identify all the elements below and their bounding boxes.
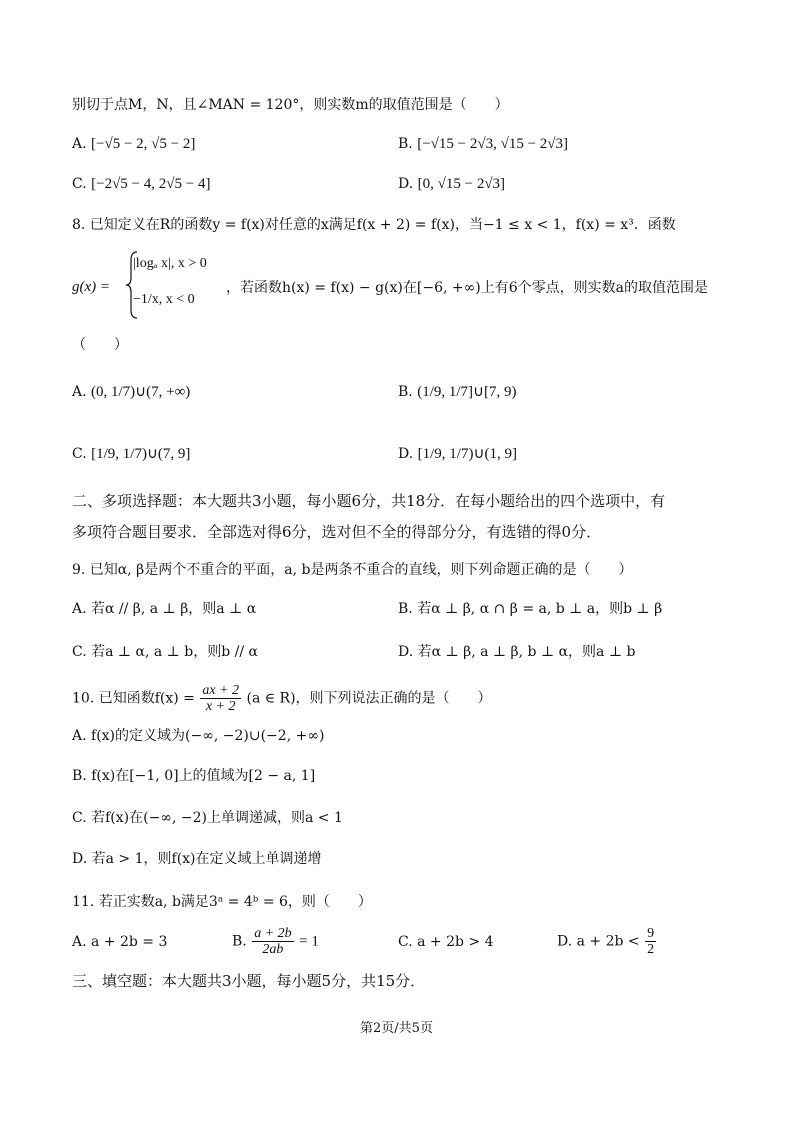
q9-option-a: A. 若α // β, a ⊥ β，则a ⊥ α (72, 601, 257, 617)
page-footer: 第2页/共5页 (360, 1021, 433, 1036)
q10-stem: 10. 已知函数f(x) = $\frac{ax + 2}{x + 2}$ (a ∈ R)，则下列说法正确的是（ ） (72, 683, 492, 714)
q10-fraction: $\frac{ax + 2}{x + 2}$ (202, 683, 240, 714)
section-2-heading-line-1: 二、多项选择题：本大题共3小题，每小题6分，共18分．在每小题给出的四个选项中，有 (72, 492, 666, 510)
q7-option-b: B. [−√15 − 2√3, √15 − 2√3] (398, 136, 569, 152)
q8-stem-tail: ，若函数h(x) = f(x) − g(x)在[−6, +∞)上有6个零点，则实数a的取值范围是 (226, 280, 708, 296)
q7-option-d: D. [0, √15 − 2√3] (398, 176, 506, 192)
q8-option-a-value: (0, 1/7)∪(7, +∞) (91, 384, 191, 400)
q8-piece-1: |logₐ x|, x > 0 (133, 256, 207, 271)
q10-option-c: C. 若f(x)在(−∞, −2)上单调递减，则a < 1 (72, 810, 343, 826)
q9-option-d: D. 若α ⊥ β, a ⊥ β, b ⊥ α，则a ⊥ b (398, 644, 636, 660)
q7-option-d-value: [0, √15 − 2√3] (417, 176, 506, 192)
q8-stem: 8. 已知定义在R的函数y = f(x)对任意的x满足f(x + 2) = f(x)，当−1 ≤ x < 1，f(x) = x³．函数 (72, 217, 676, 233)
q11-option-b: B. $\frac{a + 2b}{2ab}$ = 1 (232, 926, 319, 957)
section-3-heading: 三、填空题：本大题共3小题，每小题5分，共15分． (72, 972, 426, 990)
q11-stem: 11. 若正实数a, b满足3ᵃ = 4ᵇ = 6，则（ ） (72, 894, 372, 910)
q11-option-b-fraction: $\frac{a + 2b}{2ab}$ (254, 926, 292, 957)
q11-option-a: A. a + 2b = 3 (72, 934, 168, 950)
q7-option-a: A. [−√5 − 2, √5 − 2] (72, 136, 196, 152)
q8-option-d: D. [1/9, 1/7)∪(1, 9] (398, 446, 517, 462)
q8-option-c-value: [1/9, 1/7)∪(7, 9] (91, 446, 191, 462)
section-2-heading-line-2: 多项符合题目要求．全部选对得6分，选对但不全的得部分分，有选错的得0分． (72, 523, 602, 541)
q8-option-b: B. (1/9, 1/7]∪[7, 9) (398, 384, 517, 400)
q8-option-b-value: (1/9, 1/7]∪[7, 9) (417, 384, 517, 400)
q11-option-d-fraction: $\frac{9}{2}$ (647, 926, 655, 957)
q7-option-c-value: [−2√5 − 4, 2√5 − 4] (91, 176, 211, 192)
q8-option-c: C. [1/9, 1/7)∪(7, 9] (72, 446, 191, 462)
q8-answer-paren: （ ） (72, 337, 128, 353)
q9-option-b: B. 若α ⊥ β, α ∩ β = a, b ⊥ a，则b ⊥ β (398, 601, 663, 617)
q8-piece-2: −1/x, x < 0 (133, 292, 195, 307)
q9-option-c: C. 若a ⊥ α, a ⊥ b，则b // α (72, 644, 259, 660)
q7-option-a-value: [−√5 − 2, √5 − 2] (91, 136, 196, 152)
q10-option-b: B. f(x)在[−1, 0]上的值域为[2 − a, 1] (72, 768, 316, 784)
q7-option-b-value: [−√15 − 2√3, √15 − 2√3] (417, 136, 569, 152)
q10-option-d: D. 若a > 1，则f(x)在定义域上单调递增 (72, 851, 322, 867)
q11-option-d: D. a + 2b < $\frac{9}{2}$ (557, 926, 655, 957)
q11-option-c: C. a + 2b > 4 (398, 934, 494, 950)
q8-option-a: A. (0, 1/7)∪(7, +∞) (72, 384, 191, 400)
q8-g-definition: g(x) = (72, 279, 111, 295)
q8-option-d-value: [1/9, 1/7)∪(1, 9] (417, 446, 517, 462)
q10-option-a: A. f(x)的定义域为(−∞, −2)∪(−2, +∞) (72, 728, 325, 744)
q7-option-c: C. [−2√5 − 4, 2√5 − 4] (72, 176, 211, 192)
q9-stem: 9. 已知α, β是两个不重合的平面，a, b是两条不重合的直线，则下列命题正确的是（ ） (72, 562, 633, 578)
q7-stem: 别切于点M，N，且∠MAN = 120°，则实数m的取值范围是（ ） (72, 97, 509, 113)
